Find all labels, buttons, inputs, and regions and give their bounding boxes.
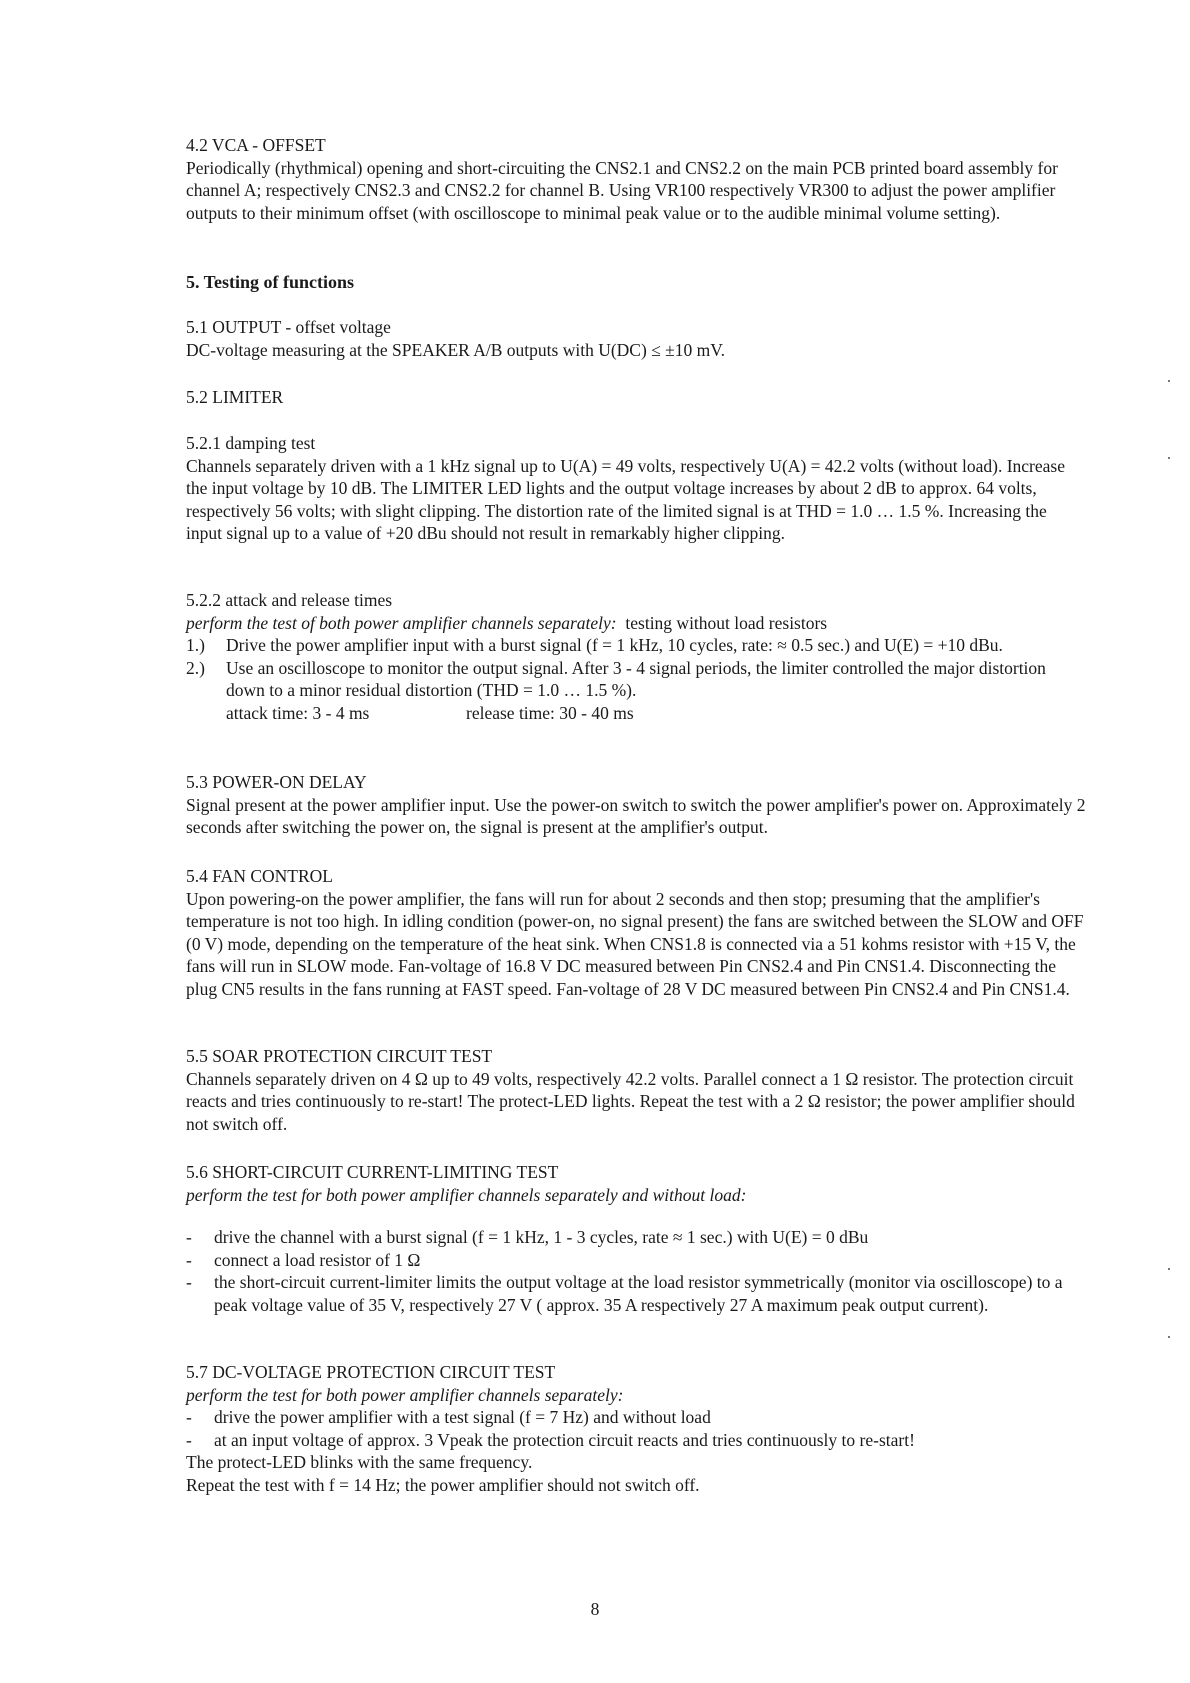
section-title: 5.5 SOAR PROTECTION CIRCUIT TEST <box>186 1046 493 1066</box>
section-title: 5.2.2 attack and release times <box>186 590 393 610</box>
item-text: drive the power amplifier with a test signal (f = 7 Hz) and without load <box>214 1407 711 1427</box>
instruction-rest: testing without load resistors <box>625 612 828 633</box>
item-text: drive the channel with a burst signal (f = 1 kHz, 1 - 3 cycles, rate ≈ 1 sec.) with U(E) = 0 dBu <box>214 1227 869 1247</box>
section-body: Signal present at the power amplifier input. Use the power-on switch to switch the power amplifier's power on. Approximately 2 seconds after switching the power on, the signal is present at the amplifier's output. <box>186 794 1086 837</box>
attack-time: attack time: 3 - 4 ms <box>226 702 370 723</box>
chapter-heading: 5. Testing of functions <box>186 272 355 292</box>
section-body: Channels separately driven with a 1 kHz signal up to U(A) = 49 volts, respectively U(A) = 42.2 volts (without load). Increase the input voltage by 10 dB. The LIMITER LED lights and the output voltage increases by about 2 dB to approx. 64 volts, respectively 56 volts; with slight clipping. The distortion rate of the limited signal is at THD = 1.0 … 1.5 %. Increasing the input signal up to a value of +20 dBu should not result in remarkably higher clipping. <box>186 455 1065 543</box>
bullet-item-2 <box>186 1429 1086 1452</box>
bullet-item-1 <box>186 1226 1086 1249</box>
section-title: 4.2 VCA - OFFSET <box>186 135 326 155</box>
dash-marker: - <box>186 1272 192 1292</box>
instruction-italic: perform the test of both power amplifier channels separately: <box>186 612 617 633</box>
continuation-line: The protect-LED blinks with the same frequency. <box>186 1452 533 1472</box>
bullet-item-2 <box>186 1249 1086 1272</box>
dash-marker: - <box>186 1407 192 1427</box>
section-5 <box>186 271 1086 294</box>
page-number: 8 <box>590 1599 600 1619</box>
instruction-line: perform the test for both power amplifier channels separately and without load: <box>186 1184 747 1205</box>
section-4-2 <box>186 134 1086 224</box>
instruction-line <box>186 612 1086 635</box>
item-text: at an input voltage of approx. 3 Vpeak the protection circuit reacts and tries continuously to re-start! <box>214 1429 915 1450</box>
section-5-4 <box>186 865 1086 1000</box>
numbered-item-1 <box>186 634 1086 657</box>
bullet-item-1 <box>186 1406 1086 1429</box>
section-5-3 <box>186 771 1086 839</box>
scan-speck <box>1168 380 1170 382</box>
section-title: 5.2 LIMITER <box>186 387 284 407</box>
item-text: Drive the power amplifier input with a burst signal (f = 1 kHz, 10 cycles, rate: ≈ 0.5 sec.) and U(E) = +10 dBu. <box>226 635 1003 655</box>
section-title: 5.6 SHORT-CIRCUIT CURRENT-LIMITING TEST <box>186 1162 559 1182</box>
dash-marker: - <box>186 1227 192 1247</box>
section-title: 5.4 FAN CONTROL <box>186 866 333 886</box>
item-text: Use an oscilloscope to monitor the output signal. After 3 - 4 signal periods, the limiter controlled the major distortion down to a minor residual distortion (THD = 1.0 … 1.5 %). <box>226 657 1046 700</box>
section-body: Upon powering-on the power amplifier, the fans will run for about 2 seconds and then stop; presuming that the amplifier's temperature is not too high. In idling condition (power-on, no signal present) the fans are switched between the SLOW and OFF (0 V) mode, depending on the temperature of the heat sink. When CNS1.8 is connected via a 51 kohms resistor with +15 V, the fans will run in SLOW mode. Fan-voltage of 16.8 V DC measured between Pin CNS2.4 and Pin CNS1.4. Disconnecting the plug CN5 results in the fans running at FAST speed. Fan-voltage of 28 V DC measured between Pin CNS2.4 and Pin CNS1.4. <box>186 888 1084 999</box>
section-body: Channels separately driven on 4 Ω up to 49 volts, respectively 42.2 volts. Parallel connect a 1 Ω resistor. The protection circuit reacts and tries continuously to re-start! The protect-LED lights. Repeat the test with a 2 Ω resistor; the power amplifier should not switch off. <box>186 1068 1075 1134</box>
section-body: DC-voltage measuring at the SPEAKER A/B outputs with U(DC) ≤ ±10 mV. <box>186 339 726 360</box>
item-text: the short-circuit current-limiter limits the output voltage at the load resistor symmetrically (monitor via oscilloscope) to a peak voltage value of 35 V, respectively 27 V ( approx. 35 A respectively 27 A maximum peak output current). <box>214 1272 1063 1315</box>
section-5-2 <box>186 386 1086 409</box>
numbered-item-2 <box>186 657 1086 702</box>
instruction-line: perform the test for both power amplifier channels separately: <box>186 1384 624 1405</box>
scan-speck <box>1168 457 1170 459</box>
dash-marker: - <box>186 1429 192 1450</box>
continuation-line: Repeat the test with f = 14 Hz; the power amplifier should not switch off. <box>186 1474 700 1495</box>
item-number: 2.) <box>186 657 205 678</box>
dash-marker: - <box>186 1249 192 1270</box>
section-5-7 <box>186 1361 1086 1496</box>
section-body: Periodically (rhythmical) opening and short-circuiting the CNS2.1 and CNS2.2 on the main PCB printed board assembly for channel A; respectively CNS2.3 and CNS2.2 for channel B. Using VR100 respectively VR300 to adjust the power amplifier outputs to their minimum offset (with oscilloscope to minimal peak value or to the audible minimal volume setting). <box>186 157 1058 223</box>
section-5-2-1 <box>186 432 1086 545</box>
section-title: 5.3 POWER-ON DELAY <box>186 772 367 792</box>
section-5-2-2 <box>186 589 1086 724</box>
section-title: 5.1 OUTPUT - offset voltage <box>186 317 391 337</box>
item-number: 1.) <box>186 635 205 655</box>
item-text: connect a load resistor of 1 Ω <box>214 1249 421 1270</box>
bullet-item-3 <box>186 1271 1086 1316</box>
scan-speck <box>1168 1268 1170 1270</box>
timing-values <box>226 702 1086 725</box>
scan-speck <box>1168 1336 1170 1338</box>
section-title: 5.2.1 damping test <box>186 433 316 453</box>
section-5-1 <box>186 316 1086 361</box>
section-5-5 <box>186 1045 1086 1135</box>
release-time: release time: 30 - 40 ms <box>466 702 634 723</box>
section-5-6 <box>186 1161 1086 1316</box>
section-title: 5.7 DC-VOLTAGE PROTECTION CIRCUIT TEST <box>186 1362 556 1382</box>
